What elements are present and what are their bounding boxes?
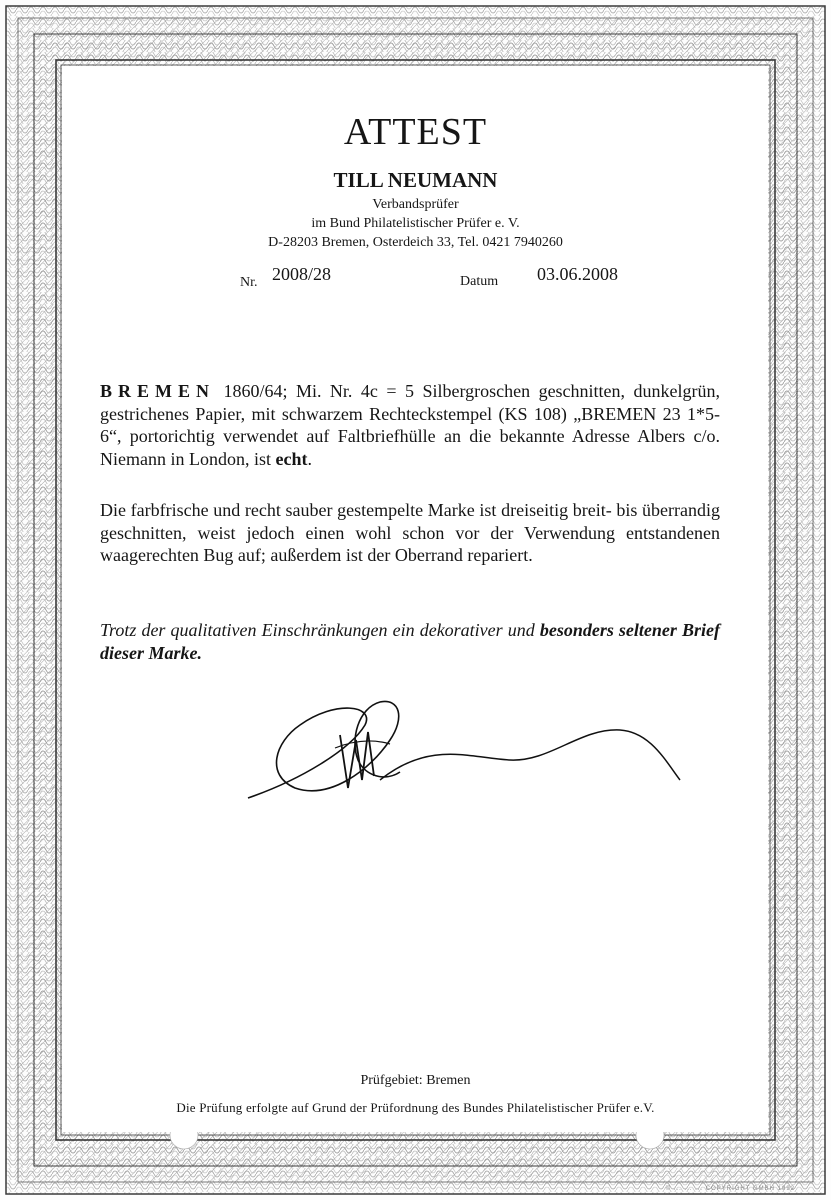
examiner-association: im Bund Philatelistischer Prüfer e. V. (311, 216, 520, 231)
signature-icon (240, 680, 700, 830)
item-description-paragraph (100, 380, 720, 470)
date-label: Datum (460, 274, 499, 289)
stamp-origin: BREMEN (100, 381, 216, 401)
certificate-title: ATTEST (343, 111, 488, 153)
condition-paragraph: Die farbfrische und recht sauber gestempelte Marke ist dreiseitig breit- bis überrandig geschnitten, weist jedoch einen wohl schon vor der Verwendung entstandenen waagerechten Bug auf; außerdem ist der Oberrand repariert. (100, 500, 720, 565)
date-value: 03.06.2008 (537, 264, 618, 284)
copyright-mark: © ... ... ... COPYRIGHT GMBH 1992 (665, 1186, 795, 1192)
item-description-text: 1860/64; Mi. Nr. 4c = 5 Silbergroschen geschnitten, dunkelgrün, gestrichenes Papier, mit schwarzem Rechteckstempel (KS 108) „BREMEN 23 1*5-6“, portorichtig verwendet auf Faltbriefhülle an die bekannte Adresse Albers c/o. Niemann in London, ist (100, 381, 720, 469)
verdict-period: . (307, 448, 312, 469)
assessment-paragraph (100, 619, 720, 664)
verdict: echt (275, 448, 308, 469)
examiner-role: Verbandsprüfer (372, 197, 459, 212)
assessment-emphasis: besonders seltener Brief dieser Marke. (100, 620, 720, 663)
number-value: 2008/28 (272, 264, 332, 284)
examiner-address: D-28203 Bremen, Osterdeich 33, Tel. 0421 7940260 (268, 235, 563, 250)
examination-scope: Prüfgebiet: Bremen (360, 1073, 471, 1088)
examination-rules: Die Prüfung erfolgte auf Grund der Prüfordnung des Bundes Philatelistischer Prüfer e.V. (176, 1100, 655, 1115)
examiner-name: TILL NEUMANN (333, 168, 498, 192)
assessment-text: Trotz der qualitativen Einschränkungen ein dekorativer und (100, 620, 540, 640)
number-label: Nr. (240, 275, 258, 290)
